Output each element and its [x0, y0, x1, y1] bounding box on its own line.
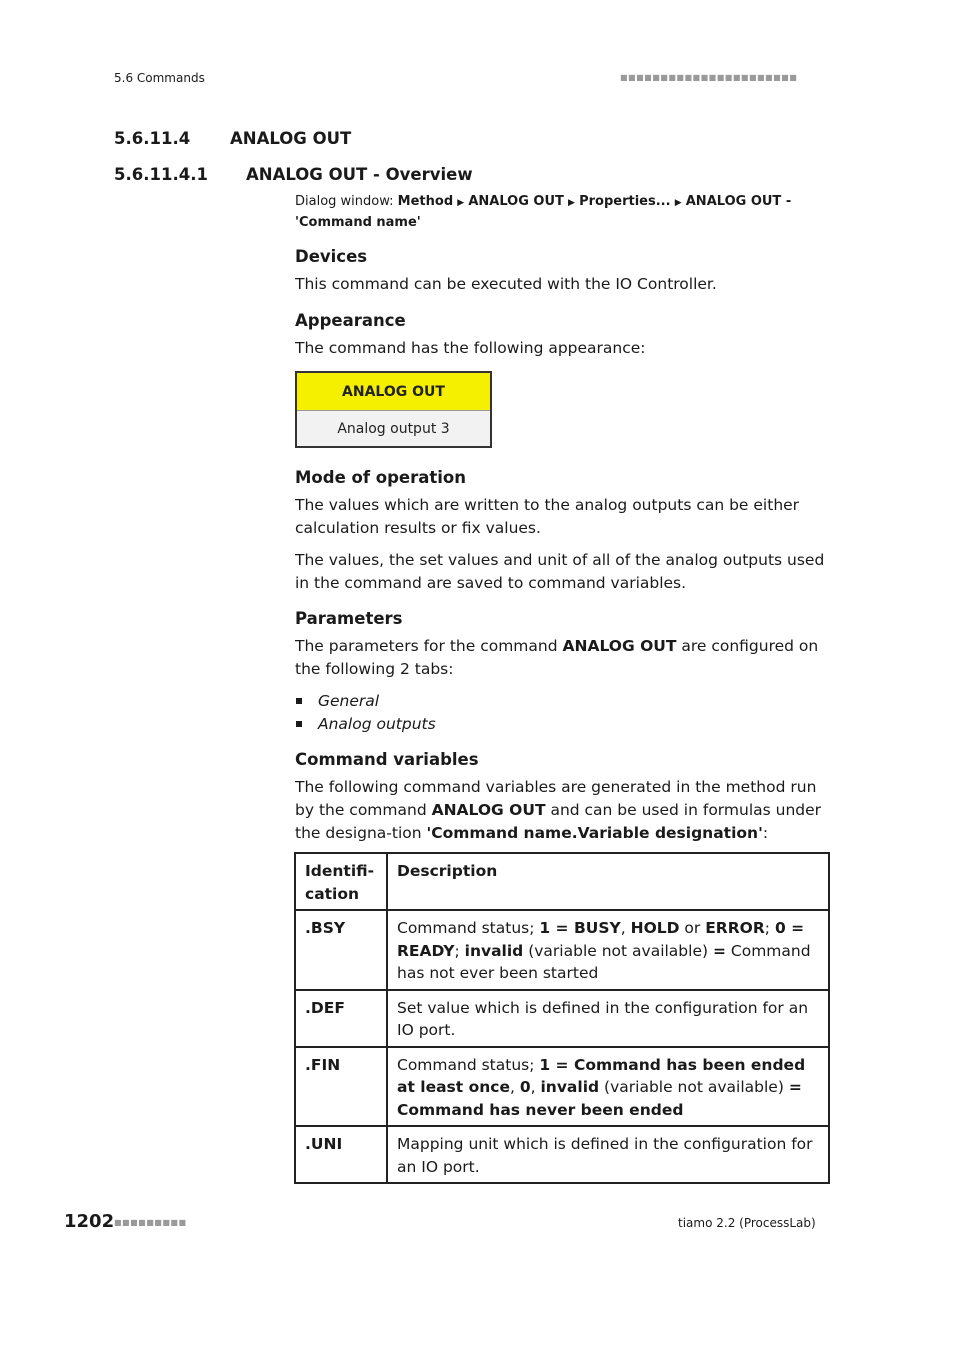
appearance-text: The command has the following appearance:	[295, 339, 646, 357]
variable-id-cell: .UNI	[295, 1126, 387, 1183]
list-item: Analog outputs	[295, 713, 436, 736]
table-row	[295, 1047, 829, 1127]
running-header-section: 5.6 Commands	[114, 71, 205, 85]
command-box-subtitle: Analog output 3	[337, 421, 450, 437]
bullet-square-icon	[296, 698, 302, 704]
parameters-text: The parameters for the command ANALOG OUT are configured on the following 2 tabs:	[295, 637, 819, 678]
variable-id-cell: .FIN	[295, 1047, 387, 1127]
mode-paragraph-2: The values, the set values and unit of all of the analog outputs used in the command are saved to command variables.	[295, 551, 825, 592]
devices-heading: Devices	[295, 247, 368, 266]
variable-description-cell: Command status; 1 = BUSY, HOLD or ERROR; 0 = READY; invalid (variable not available) = Command has not ever been started	[387, 910, 829, 990]
dialog-path: Dialog window: Method ▶ ANALOG OUT ▶ Properties... ▶ ANALOG OUT - 'Command name'	[295, 194, 792, 230]
dialog-path-item: Method	[397, 194, 454, 209]
dialog-path-item: Properties...	[579, 194, 671, 209]
appearance-heading: Appearance	[295, 311, 406, 330]
bullet-square-icon	[296, 721, 302, 727]
footer-dots: ■■■■■■■■■	[114, 1218, 187, 1227]
section-title: ANALOG OUT	[230, 129, 352, 148]
section-number: 5.6.11.4	[114, 129, 191, 148]
tabs-list	[295, 690, 436, 735]
variable-id-cell: .DEF	[295, 990, 387, 1047]
table-row	[295, 1126, 829, 1183]
arrow-right-icon: ▶	[674, 198, 682, 208]
command-appearance-box	[295, 371, 492, 448]
variable-description-cell: Set value which is defined in the configuration for an IO port.	[387, 990, 829, 1047]
command-variables-table	[294, 852, 830, 1184]
subsection-number: 5.6.11.4.1	[114, 165, 208, 184]
mode-paragraph-1: The values which are written to the analog outputs can be either calculation results or fix values.	[295, 496, 800, 537]
subsection-heading	[114, 165, 473, 184]
arrow-right-icon: ▶	[457, 198, 465, 208]
table-row	[295, 990, 829, 1047]
running-header-dots: ■■■■■■■■■■■■■■■■■■■■■■	[620, 73, 798, 82]
dialog-path-item: ANALOG OUT - 'Command name'	[295, 194, 792, 230]
product-name: tiamo 2.2 (ProcessLab)	[678, 1216, 816, 1230]
variable-description-cell: Command status; 1 = Command has been ended at least once, 0, invalid (variable not available) = Command has never been ended	[387, 1047, 829, 1127]
table-header-row	[295, 853, 829, 910]
column-header-description: Description	[387, 853, 829, 910]
page-number: 1202	[64, 1211, 115, 1232]
parameters-heading: Parameters	[295, 609, 403, 628]
mode-heading: Mode of operation	[295, 468, 466, 487]
devices-text: This command can be executed with the IO Controller.	[295, 275, 717, 293]
dialog-path-item: ANALOG OUT	[468, 194, 564, 209]
section-heading	[114, 129, 351, 148]
column-header-identification: Identifi-cation	[295, 853, 387, 910]
command-variables-heading: Command variables	[295, 750, 479, 769]
variable-id-cell: .BSY	[295, 910, 387, 990]
table-row	[295, 910, 829, 990]
command-variables-text: The following command variables are generated in the method run by the command ANALOG OUT and can be used in formulas under the designa-tion 'Command name.Variable designation':	[295, 778, 822, 842]
arrow-right-icon: ▶	[568, 198, 575, 208]
variable-description-cell: Mapping unit which is defined in the configuration for an IO port.	[387, 1126, 829, 1183]
command-box-title: ANALOG OUT	[297, 373, 490, 411]
list-item: General	[295, 690, 436, 713]
subsection-title: ANALOG OUT - Overview	[246, 165, 473, 184]
